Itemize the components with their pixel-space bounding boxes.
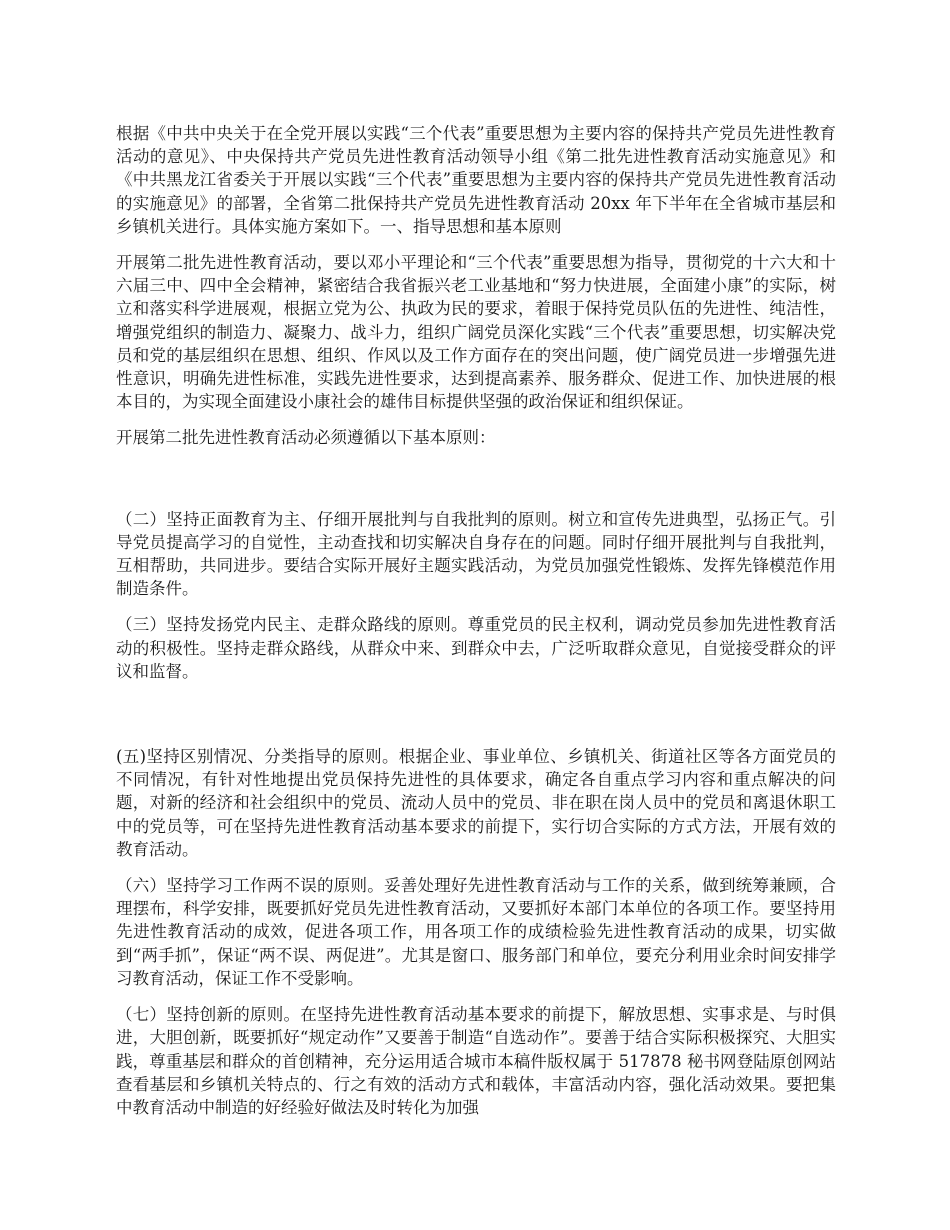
paragraph-principle-3: （三）坚持发扬党内民主、走群众路线的原则。尊重党员的民主权利，调动党员参加先进性教育活动的积极性。坚持走群众路线，从群众中来、到群众中去，广泛听取群众意见，自觉接受群众的评议和监督。 (116, 615, 836, 681)
paragraph-guiding-thought: 开展第二批先进性教育活动，要以邓小平理论和“三个代表”重要思想为指导，贯彻党的十六大和十六届三中、四中全会精神，紧密结合我省振兴老工业基地和“努力快进展，全面建小康”的实际，树立和落实科学进展观，根据立党为公、执政为民的要求，着眼于保持党员队伍的先进性、纯洁性，增强党组织的制造力、凝聚力、战斗力，组织广阔党员深化实践“三个代表”重要思想，切实解决党员和党的基层组织在思想、组织、作风以及工作方面存在的突出问题，使广阔党员进一步增强先进性意识，明确先进性标准，实践先进性要求，达到提高素养、服务群众、促进工作、加快进展的根本目的，为实现全面建设小康社会的雄伟目标提供坚强的政治保证和组织保证。 (116, 253, 836, 412)
paragraph-principles-intro: 开展第二批先进性教育活动必须遵循以下基本原则： (116, 428, 496, 448)
paragraph-principle-6: （六）坚持学习工作两不误的原则。妥善处理好先进性教育活动与工作的关系，做到统筹兼顾，合理摆布，科学安排，既要抓好党员先进性教育活动，又要抓好本部门本单位的各项工作。要坚持用先进性教育活动的成效，促进各项工作，用各项工作的成绩检验先进性教育活动的成果，切实做到“两手抓”，保证“两不误、两促进”。尤其是窗口、服务部门和单位，要充分利用业余时间安排学习教育活动，保证工作不受影响。 (116, 876, 836, 988)
paragraph-principle-7: （七）坚持创新的原则。在坚持先进性教育活动基本要求的前提下，解放思想、实事求是、与时俱进，大胆创新，既要抓好“规定动作”又要善于制造“自选动作”。要善于结合实际积极探究、大胆实践，尊重基层和群众的首创精神，充分运用适合城市本稿件版权属于 517878 秘书网登陆原创网站查看基层和乡镇机关特点的、行之有效的活动方式和载体，丰富活动内容，强化活动效果。要把集中教育活动中制造的好经验好做法及时转化为加强 (116, 1005, 836, 1117)
paragraph-intro: 根据《中共中央关于在全党开展以实践“三个代表”重要思想为主要内容的保持共产党员先进性教育活动的意见》、中央保持共产党员先进性教育活动领导小组《第二批先进性教育活动实施意见》和《中共黑龙江省委关于开展以实践“三个代表”重要思想为主要内容的保持共产党员先进性教育活动的实施意见》的部署，全省第二批保持共产党员先进性教育活动 20xx 年下半年在全省城市基层和乡镇机关进行。具体实施方案如下。一、指导思想和基本原则 (116, 124, 836, 236)
paragraph-principle-5: (五)坚持区别情况、分类指导的原则。根据企业、事业单位、乡镇机关、街道社区等各方面党员的不同情况，有针对性地提出党员保持先进性的具体要求，确定各自重点学习内容和重点解决的问题，对新的经济和社会组织中的党员、流动人员中的党员、非在职在岗人员中的党员和离退休职工中的党员等，可在坚持先进性教育活动基本要求的前提下，实行切合实际的方式方法，开展有效的教育活动。 (116, 747, 836, 859)
document-page (116, 122, 836, 1119)
paragraph-principle-2: （二）坚持正面教育为主、仔细开展批判与自我批判的原则。树立和宣传先进典型，弘扬正气。引导党员提高学习的自觉性，主动查找和切实解决自身存在的问题。同时仔细开展批判与自我批判，互相帮助，共同进步。要结合实际开展好主题实践活动，为党员加强党性锻炼、发挥先锋模范作用制造条件。 (116, 509, 836, 599)
